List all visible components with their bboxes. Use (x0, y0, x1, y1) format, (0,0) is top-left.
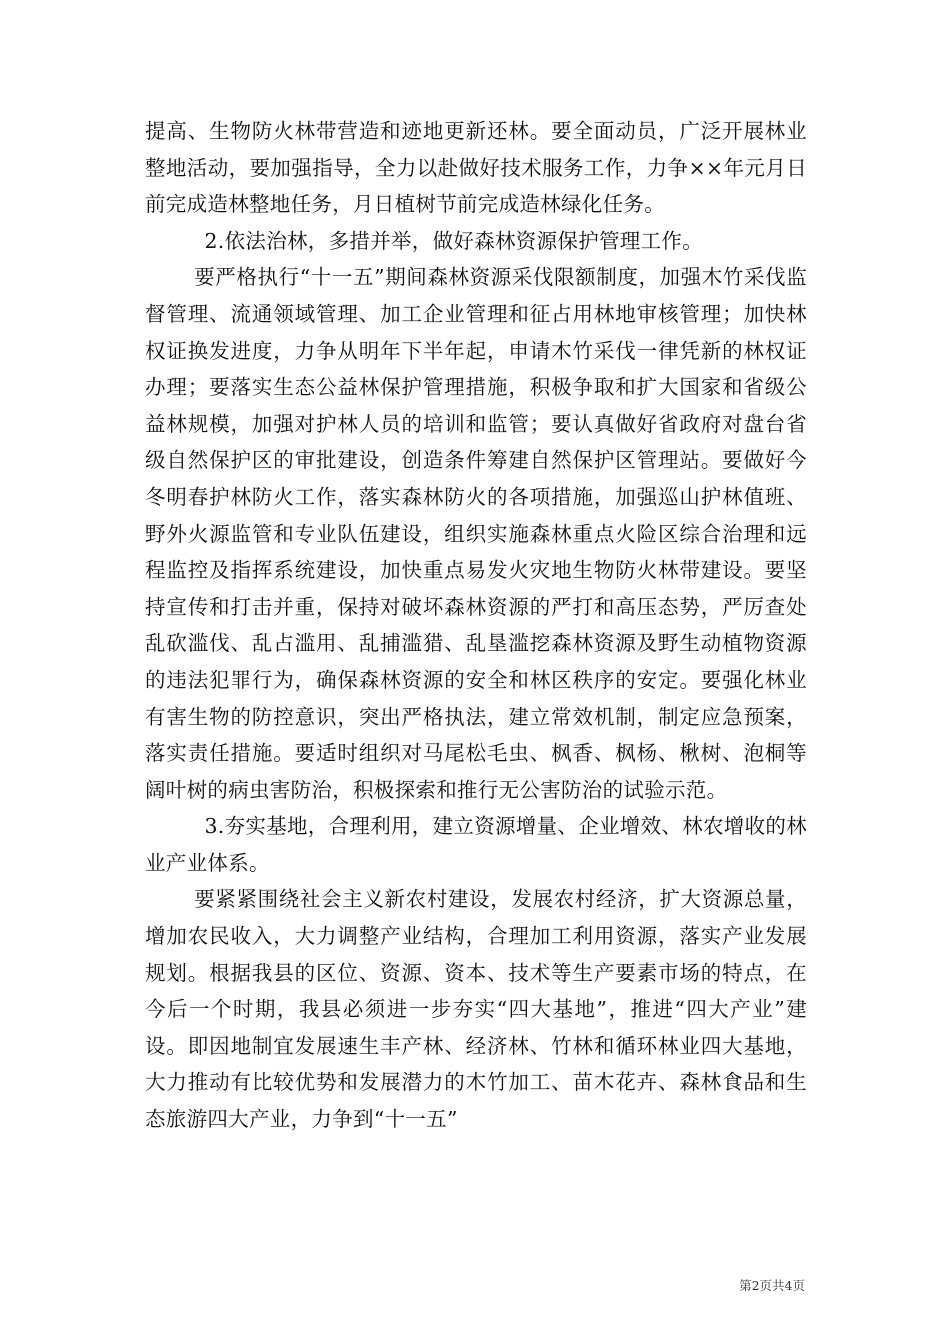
paragraph-forest-protection: 要严格执行“十一五”期间森林资源采伐限额制度，加强木竹采伐监督管理、流通领域管理、加工企业管理和征占用林地审核管理；加快林权证换发进度，力争从明年下半年起，申请木竹采伐一律凭新的林权证办理；要落实生态公益林保护管理措施，积极争取和扩大国家和省级公益林规模，加强对护林人员的培训和监管；要认真做好省政府对盘台省级自然保护区的审批建设，创造条件筹建自然保护区管理站。要做好今冬明春护林防火工作，落实森林防火的各项措施，加强巡山护林值班、野外火源监管和专业队伍建设，组织实施森林重点火险区综合治理和远程监控及指挥系统建设，加快重点易发火灾地生物防火林带建设。要坚持宣传和打击并重，保持对破坏森林资源的严打和高压态势，严厉查处乱砍滥伐、乱占滥用、乱捕滥猎、乱垦滥挖森林资源及野生动植物资源的违法犯罪行为，确保森林资源的安全和林区秩序的安定。要强化林业有害生物的防控意识，突出严格执法，建立常效机制，制定应急预案，落实责任措施。要适时组织对马尾松毛虫、枫香、枫杨、楸树、泡桐等阔叶树的病虫害防治，积极探索和推行无公害防治的试验示范。 (145, 265, 807, 802)
section-heading-2: 2.依法治林，多措并举，做好森林资源保护管理工作。 (204, 228, 703, 253)
page-number: 第2页共4页 (739, 1278, 805, 1293)
section-heading-3: 3.夯实基地，合理利用，建立资源增量、企业增效、林农增收的林业产业体系。 (145, 814, 807, 875)
document-body (145, 113, 807, 1138)
paragraph-continuation: 提高、生物防火林带营造和迹地更新还林。要全面动员，广泛开展林业整地活动，要加强指导，全力以赴做好技术服务工作，力争××年元月日前完成造林整地任务，月日植树节前完成造林绿化任务。 (145, 119, 807, 217)
paragraph-industry: 要紧紧围绕社会主义新农村建设，发展农村经济，扩大资源总量，增加农民收入，大力调整产业结构，合理加工利用资源，落实产业发展规划。根据我县的区位、资源、资本、技术等生产要素市场的特点，在今后一个时期，我县必须进一步夯实“四大基地”，推进“四大产业”建设。即因地制宜发展速生丰产林、经济林、竹林和循环林业四大基地，大力推动有比较优势和发展潜力的木竹加工、苗木花卉、森林食品和生态旅游四大产业，力争到“十一五” (145, 887, 807, 1132)
